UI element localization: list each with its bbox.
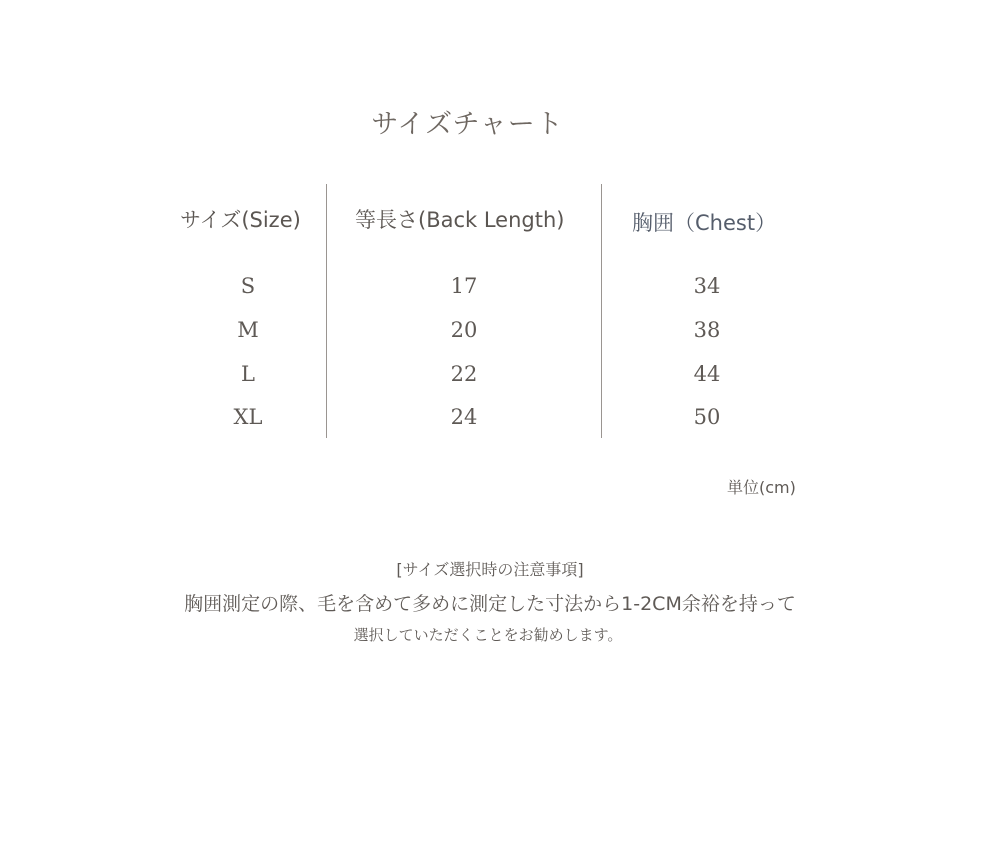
notes-line-2: 選択していただくことをお勧めします。 (353, 626, 623, 644)
cell-back-l: 22 (450, 362, 478, 386)
column-divider-2 (601, 184, 602, 438)
cell-back-xl: 24 (450, 405, 478, 429)
column-divider-1 (326, 184, 327, 438)
cell-size-m: M (237, 318, 259, 342)
cell-size-xl: XL (233, 405, 263, 429)
cell-chest-xl: 50 (693, 405, 721, 429)
cell-chest-s: 34 (693, 274, 721, 298)
notes-title: [サイズ選択時の注意事項] (396, 560, 584, 579)
cell-size-s: S (240, 274, 256, 298)
cell-chest-l: 44 (693, 362, 721, 386)
notes-line-1: 胸囲測定の際、毛を含めて多めに測定した寸法から1-2CM余裕を持って (184, 593, 796, 615)
cell-back-s: 17 (450, 274, 478, 298)
header-back-length: 等長さ(Back Length) (355, 208, 565, 232)
page-title: サイズチャート (371, 109, 564, 140)
unit-label: 単位(cm) (727, 478, 796, 497)
header-chest: 胸囲（Chest） (632, 211, 777, 235)
cell-chest-m: 38 (693, 318, 721, 342)
cell-size-l: L (241, 362, 255, 386)
cell-back-m: 20 (450, 318, 478, 342)
header-size: サイズ(Size) (180, 208, 301, 232)
